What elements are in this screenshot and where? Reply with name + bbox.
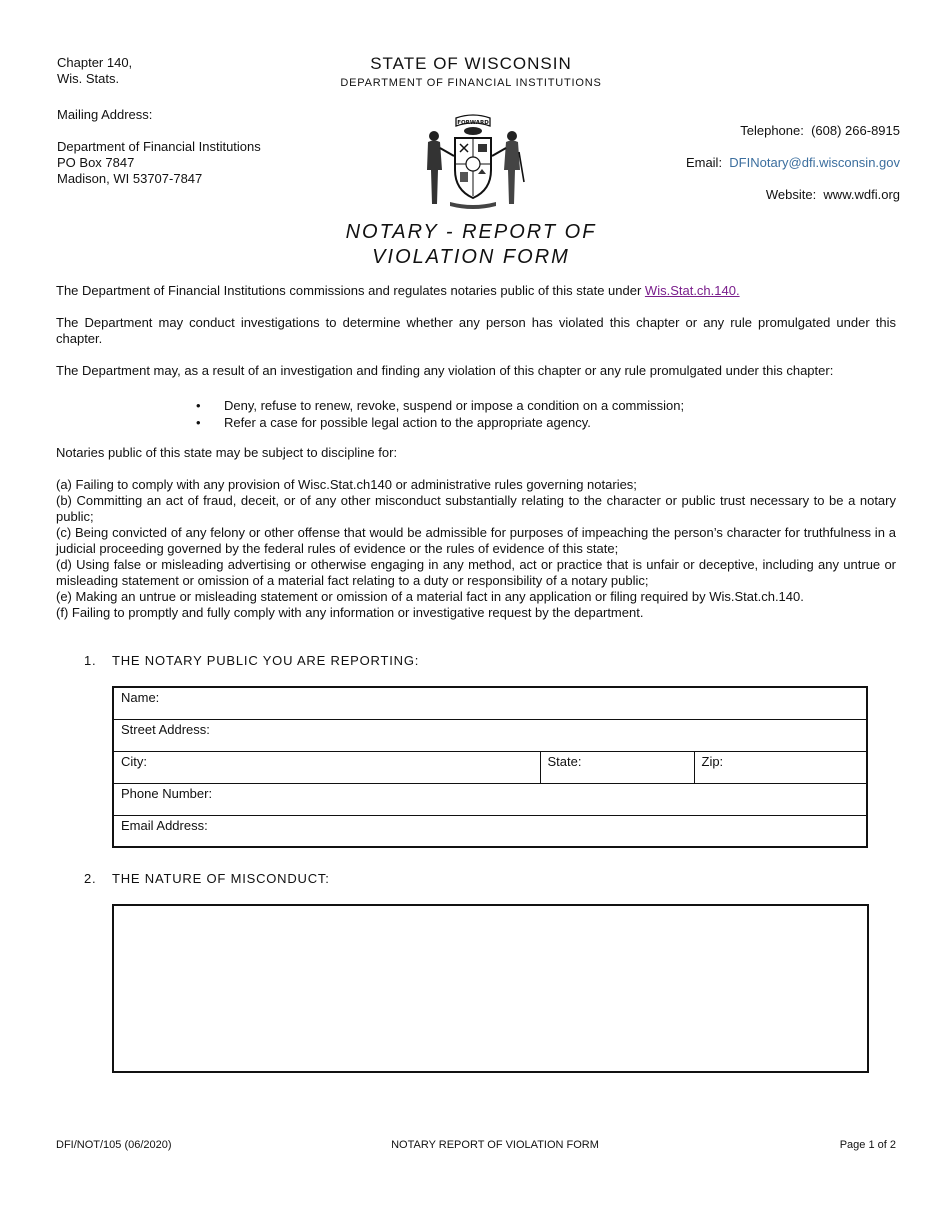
name-label: Name: <box>121 690 160 705</box>
discipline-item-f: (f) Failing to promptly and fully comply with any information or investigative request by the department. <box>56 605 644 620</box>
zip-field[interactable] <box>694 751 867 783</box>
address-line-1: Department of Financial Institutions <box>57 139 261 154</box>
action-list <box>196 397 684 431</box>
phone-number-field[interactable] <box>113 783 867 815</box>
footer-page-number: Page 1 of 2 <box>839 1139 896 1151</box>
form-title-line-1: NOTARY - REPORT OF <box>345 221 597 243</box>
contact-block <box>686 123 900 219</box>
email-address-label: Email Address: <box>121 817 208 833</box>
state-field[interactable] <box>540 751 694 783</box>
discipline-list <box>56 477 896 621</box>
mailing-block <box>57 55 261 187</box>
email-row <box>686 155 900 171</box>
city-field[interactable] <box>113 751 540 783</box>
section-2-heading <box>84 871 330 886</box>
state-title: STATE OF WISCONSIN <box>370 54 572 73</box>
discipline-item-b: (b) Committing an act of fraud, deceit, or of any other misconduct substantially relating to the character or public trust necessary to be a notary public; <box>56 493 896 524</box>
mailing-label: Mailing Address: <box>57 107 153 122</box>
zip-label: Zip: <box>701 753 724 769</box>
seal-motto: FORWARD <box>457 120 489 126</box>
website-value: www.wdfi.org <box>823 187 900 202</box>
footer-form-code: DFI/NOT/105 (06/2020) <box>56 1139 172 1151</box>
intro-paragraph-2: The Department may conduct investigations to determine whether any person has violated this chapter or any rule promulgated under this chapter. <box>56 315 896 346</box>
email-label: Email: <box>685 155 723 170</box>
intro-p1-text: The Department of Financial Institutions commissions and regulates notaries public of this state under <box>56 283 645 298</box>
telephone-label: Telephone: <box>740 123 804 138</box>
form-title <box>0 220 942 270</box>
address-line-2: PO Box 7847 <box>57 155 135 170</box>
state-seal-icon <box>420 112 526 214</box>
discipline-item-d: (d) Using false or misleading advertising or otherwise engaging in any method, act or practice that is unfair or deceptive, including any untrue or misleading statement or omission of a material fact relating to a duty or responsibility of a notary public; <box>56 557 896 588</box>
department-title: DEPARTMENT OF FINANCIAL INSTITUTIONS <box>340 77 602 89</box>
intro-paragraph-4: Notaries public of this state may be subject to discipline for: <box>56 445 398 460</box>
website-label: Website: <box>765 187 817 202</box>
statute-link[interactable]: Wis.Stat.ch.140. <box>644 283 740 298</box>
notary-info-table <box>112 686 868 848</box>
list-item <box>196 397 684 414</box>
street-address-field[interactable] <box>113 719 867 751</box>
chapter-line-1: Chapter 140, <box>57 55 133 70</box>
name-field[interactable] <box>113 687 867 719</box>
telephone-row <box>686 123 900 139</box>
discipline-item-a: (a) Failing to comply with any provision of Wisc.Stat.ch140 or administrative rules governing notaries; <box>56 477 637 492</box>
intro-paragraph-1 <box>56 283 896 299</box>
state-label: State: <box>547 753 582 769</box>
email-link[interactable]: DFINotary@dfi.wisconsin.gov <box>729 155 900 170</box>
section-2-number: 2. <box>84 871 97 886</box>
section-1-heading <box>84 653 419 668</box>
bullet-glyph: • <box>196 415 201 430</box>
street-address-label: Street Address: <box>121 721 210 737</box>
discipline-item-c: (c) Being convicted of any felony or other offense that would be admissible for purposes of impeaching the person’s character for truthfulness in a judicial proceeding governed by the federal rules of evidence or the rules of evidence of this state; <box>56 525 896 556</box>
city-label: City: <box>121 753 147 769</box>
list-item-text: Deny, refuse to renew, revoke, suspend or impose a condition on a commission; <box>224 398 685 413</box>
misconduct-textarea[interactable] <box>112 904 869 1073</box>
email-address-field[interactable] <box>113 815 867 847</box>
intro-paragraph-3: The Department may, as a result of an investigation and finding any violation of this chapter or any rule promulgated under this chapter: <box>56 363 834 378</box>
phone-number-label: Phone Number: <box>121 785 213 801</box>
chapter-line-2: Wis. Stats. <box>57 71 120 86</box>
section-1-title: THE NOTARY PUBLIC YOU ARE REPORTING: <box>112 653 420 668</box>
form-title-line-2: VIOLATION FORM <box>372 246 570 268</box>
website-row <box>686 187 900 203</box>
discipline-item-e: (e) Making an untrue or misleading statement or omission of a material fact in any application or filing required by Wis.Stat.ch.140. <box>56 589 804 604</box>
telephone-value: (608) 266-8915 <box>811 123 900 138</box>
footer-form-name: NOTARY REPORT OF VIOLATION FORM <box>391 1139 599 1151</box>
section-2-title: THE NATURE OF MISCONDUCT: <box>112 871 330 886</box>
list-item-text: Refer a case for possible legal action to the appropriate agency. <box>224 415 591 430</box>
address-line-3: Madison, WI 53707-7847 <box>57 171 203 186</box>
bullet-glyph: • <box>196 398 201 413</box>
list-item <box>196 414 684 431</box>
section-1-number: 1. <box>84 653 97 668</box>
state-seal <box>420 112 526 214</box>
